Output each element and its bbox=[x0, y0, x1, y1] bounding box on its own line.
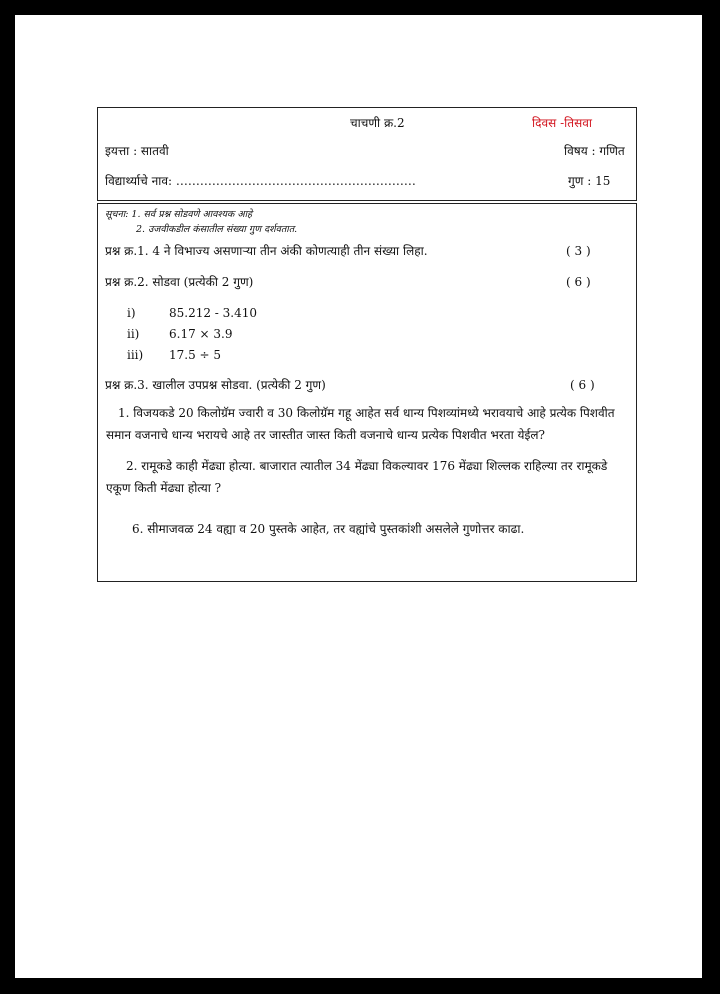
q2-item-expr: 85.212 - 3.410 bbox=[169, 306, 258, 320]
q3-sub-1: 1. विजयकडे 20 किलोग्रॅम ज्वारी व 30 किलोग्रॅम गहू आहेत सर्व धान्य पिशव्यांमध्ये भरावयाचे आहे प्रत्येक पिशवीत समान वजनाचे धान्य भरायचे आहे तर जास्तीत जास्त किती वजनाचे धान्य प्रत्येक पिशवीत भरता येईल? bbox=[106, 406, 615, 442]
q2-item-expr: 17.5 ÷ 5 bbox=[169, 348, 222, 362]
subject-label: विषय : गणित bbox=[564, 144, 625, 158]
question-1-marks: ( 3 ) bbox=[566, 244, 591, 258]
instruction-1: सूचना: 1. सर्व प्रश्न सोडवणे आवश्यक आहे bbox=[105, 209, 253, 220]
q2-item-label: i) bbox=[127, 306, 136, 320]
question-2-marks: ( 6 ) bbox=[566, 275, 591, 289]
paper-page bbox=[15, 15, 702, 978]
q2-item-label: ii) bbox=[127, 327, 140, 341]
instruction-2: 2. उजवीकडील कंसातील संख्या गुण दर्शवतात. bbox=[136, 224, 298, 235]
questions-box bbox=[97, 203, 637, 582]
test-number: चाचणी क्र.2 bbox=[350, 116, 405, 130]
day-label: दिवस -तिसवा bbox=[532, 116, 592, 130]
question-3-marks: ( 6 ) bbox=[570, 378, 595, 392]
marks-label: गुण : 15 bbox=[568, 174, 611, 188]
q2-item-label: iii) bbox=[127, 348, 144, 362]
question-3: प्रश्न क्र.3. खालील उपप्रश्न सोडवा. (प्रत्येकी 2 गुण) bbox=[105, 378, 326, 392]
question-1: प्रश्न क्र.1. 4 ने विभाज्य असणाऱ्या तीन अंकी कोणत्याही तीन संख्या लिहा. bbox=[105, 244, 428, 258]
student-name-line: विद्यार्थ्याचे नाव: …………………………………………………… bbox=[105, 174, 416, 188]
question-2: प्रश्न क्र.2. सोडवा (प्रत्येकी 2 गुण) bbox=[105, 275, 254, 289]
class-label: इयत्ता : सातवी bbox=[105, 144, 169, 158]
q3-sub-2: 2. रामूकडे काही मेंढ्या होत्या. बाजारात त्यातील 34 मेंढ्या विकल्यावर 176 मेंढ्या शिल्लक राहिल्या तर रामूकडे एकूण किती मेंढ्या होत्या ? bbox=[106, 459, 608, 495]
q3-sub-3: 6. सीमाजवळ 24 वह्या व 20 पुस्तके आहेत, तर वह्यांचे पुस्तकांशी असलेले गुणोत्तर काढा. bbox=[132, 522, 525, 536]
q2-item-expr: 6.17 × 3.9 bbox=[169, 327, 233, 341]
header-box bbox=[97, 107, 637, 201]
